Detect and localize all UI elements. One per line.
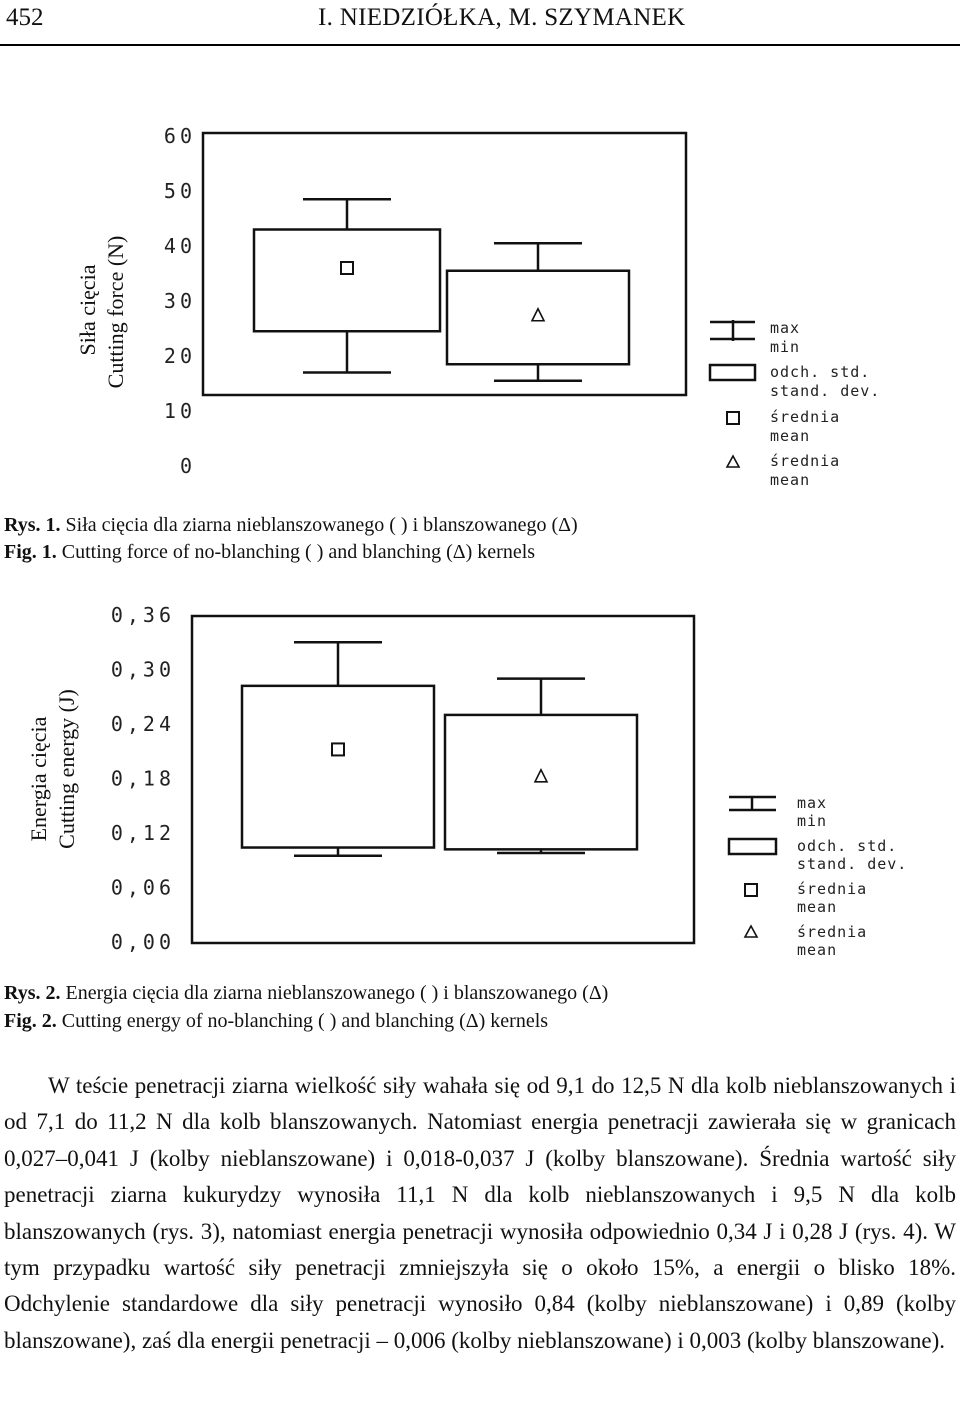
y-tick-label: 0 bbox=[179, 454, 196, 478]
y-tick-label: 60 bbox=[163, 124, 196, 148]
caption-text: Siła cięcia dla ziarna nieblanszowanego ( ) i blanszowanego (Δ) bbox=[65, 514, 578, 536]
legend-mean-triangle-label-pl: średnia bbox=[797, 923, 868, 941]
box-plots bbox=[242, 642, 637, 855]
legend-square-icon bbox=[745, 884, 757, 896]
box-plot-square bbox=[242, 642, 434, 855]
y-axis-label-pl: Siła cięcia bbox=[75, 264, 100, 356]
legend-max-label: max bbox=[797, 794, 828, 812]
legend-mean-triangle-label-pl: średnia bbox=[770, 452, 841, 470]
legend-std-label-en: stand. dev. bbox=[770, 382, 881, 400]
y-tick-label: 0,12 bbox=[110, 821, 175, 845]
mean-triangle-marker bbox=[535, 770, 547, 782]
y-tick-label: 0,36 bbox=[110, 603, 175, 627]
y-tick-label: 10 bbox=[163, 399, 196, 423]
mean-square-marker bbox=[332, 743, 344, 755]
legend-mean-square-label-pl: średnia bbox=[770, 408, 841, 426]
caption-label: Fig. 2. bbox=[4, 1010, 57, 1032]
legend-min-label: min bbox=[797, 812, 828, 830]
y-axis-label-en: Cutting force (N) bbox=[103, 235, 128, 389]
legend-mean-square-label-pl: średnia bbox=[797, 880, 868, 898]
plot-frame bbox=[192, 616, 694, 943]
figure-1-caption-en bbox=[4, 537, 535, 568]
y-tick-label: 0,00 bbox=[110, 930, 175, 954]
std-box bbox=[242, 686, 434, 848]
y-tick-label: 0,06 bbox=[110, 875, 175, 900]
y-tick-label: 40 bbox=[163, 234, 196, 258]
legend-std-label-en: stand. dev. bbox=[797, 855, 908, 873]
legend-min-label: min bbox=[770, 338, 801, 356]
y-axis-label-en: Cutting energy (J) bbox=[54, 689, 79, 849]
page-number: 452 bbox=[6, 4, 44, 31]
y-tick-labels bbox=[111, 603, 175, 954]
legend-max-label: max bbox=[770, 319, 801, 337]
caption-text: Cutting force of no-blanching ( ) and blanching (Δ) kernels bbox=[61, 541, 536, 563]
legend-std-label-pl: odch. std. bbox=[770, 363, 871, 381]
legend-box-icon bbox=[729, 839, 776, 854]
legend bbox=[729, 794, 907, 959]
y-axis-label bbox=[26, 689, 79, 849]
legend-mean-triangle-label-en: mean bbox=[770, 471, 811, 489]
caption-label: Fig. 1. bbox=[4, 541, 57, 563]
box-plot-triangle bbox=[445, 679, 637, 853]
legend-mean-square-label-en: mean bbox=[770, 427, 811, 445]
legend-mean-triangle-label-en: mean bbox=[797, 941, 838, 959]
legend-whisker-icon bbox=[729, 796, 776, 811]
body-paragraph: W teście penetracji ziarna wielkość siły wahała się od 9,1 do 12,5 N dla kolb nieblanszowanych i od 7,1 do 11,2 N dla kolb blanszowanych. Natomiast energia penetracji zawierała się w granicach 0,027–0,041 J (kolby nieblanszowane) i 0,018-0,037 J (kolby blanszowane). Średnia wartość siły penetracji ziarna kukurydzy wynosiła 11,1 N dla kolb nieblanszowanych i 9,5 N dla kolb blanszowanych (rys. 3), natomiast energia penetracji wynosiła odpowiednio 0,34 J i 0,28 J (rys. 4). W tym przypadku wartość siły penetracji zmniejszyła się o około 15%, a energii o blisko 18%. Odchylenie standardowe dla siły penetracji wynosiło 0,84 (kolby nieblanszowane) i 0,89 (kolby blanszowane), zaś dla energii penetracji – 0,006 (kolby nieblanszowane) i 0,003 (kolby blanszowane). bbox=[4, 1073, 956, 1353]
y-tick-label: 50 bbox=[163, 179, 196, 203]
legend-mean-square-label-en: mean bbox=[797, 898, 838, 916]
legend-triangle-icon bbox=[745, 926, 757, 937]
y-tick-label: 30 bbox=[163, 289, 196, 313]
caption-text: Energia cięcia dla ziarna nieblanszowanego ( ) i blanszowanego (Δ) bbox=[65, 982, 609, 1004]
y-tick-label: 0,30 bbox=[110, 657, 175, 682]
caption-text: Cutting energy of no-blanching ( ) and blanching (Δ) kernels bbox=[61, 1010, 549, 1032]
running-head-authors: I. NIEDZIÓŁKA, M. SZYMANEK bbox=[318, 4, 686, 31]
figure-2-caption-pl bbox=[4, 978, 608, 1009]
y-tick-label: 0,18 bbox=[110, 766, 175, 791]
y-tick-label: 20 bbox=[163, 344, 196, 368]
caption-label: Rys. 2. bbox=[4, 982, 61, 1004]
caption-label: Rys. 1. bbox=[4, 514, 61, 536]
legend-triangle-icon bbox=[727, 456, 739, 467]
y-axis-label-pl: Energia cięcia bbox=[26, 716, 51, 842]
figure-2-caption-en bbox=[4, 1006, 548, 1037]
y-tick-label: 0,24 bbox=[110, 712, 175, 736]
legend-std-label-pl: odch. std. bbox=[797, 837, 898, 855]
